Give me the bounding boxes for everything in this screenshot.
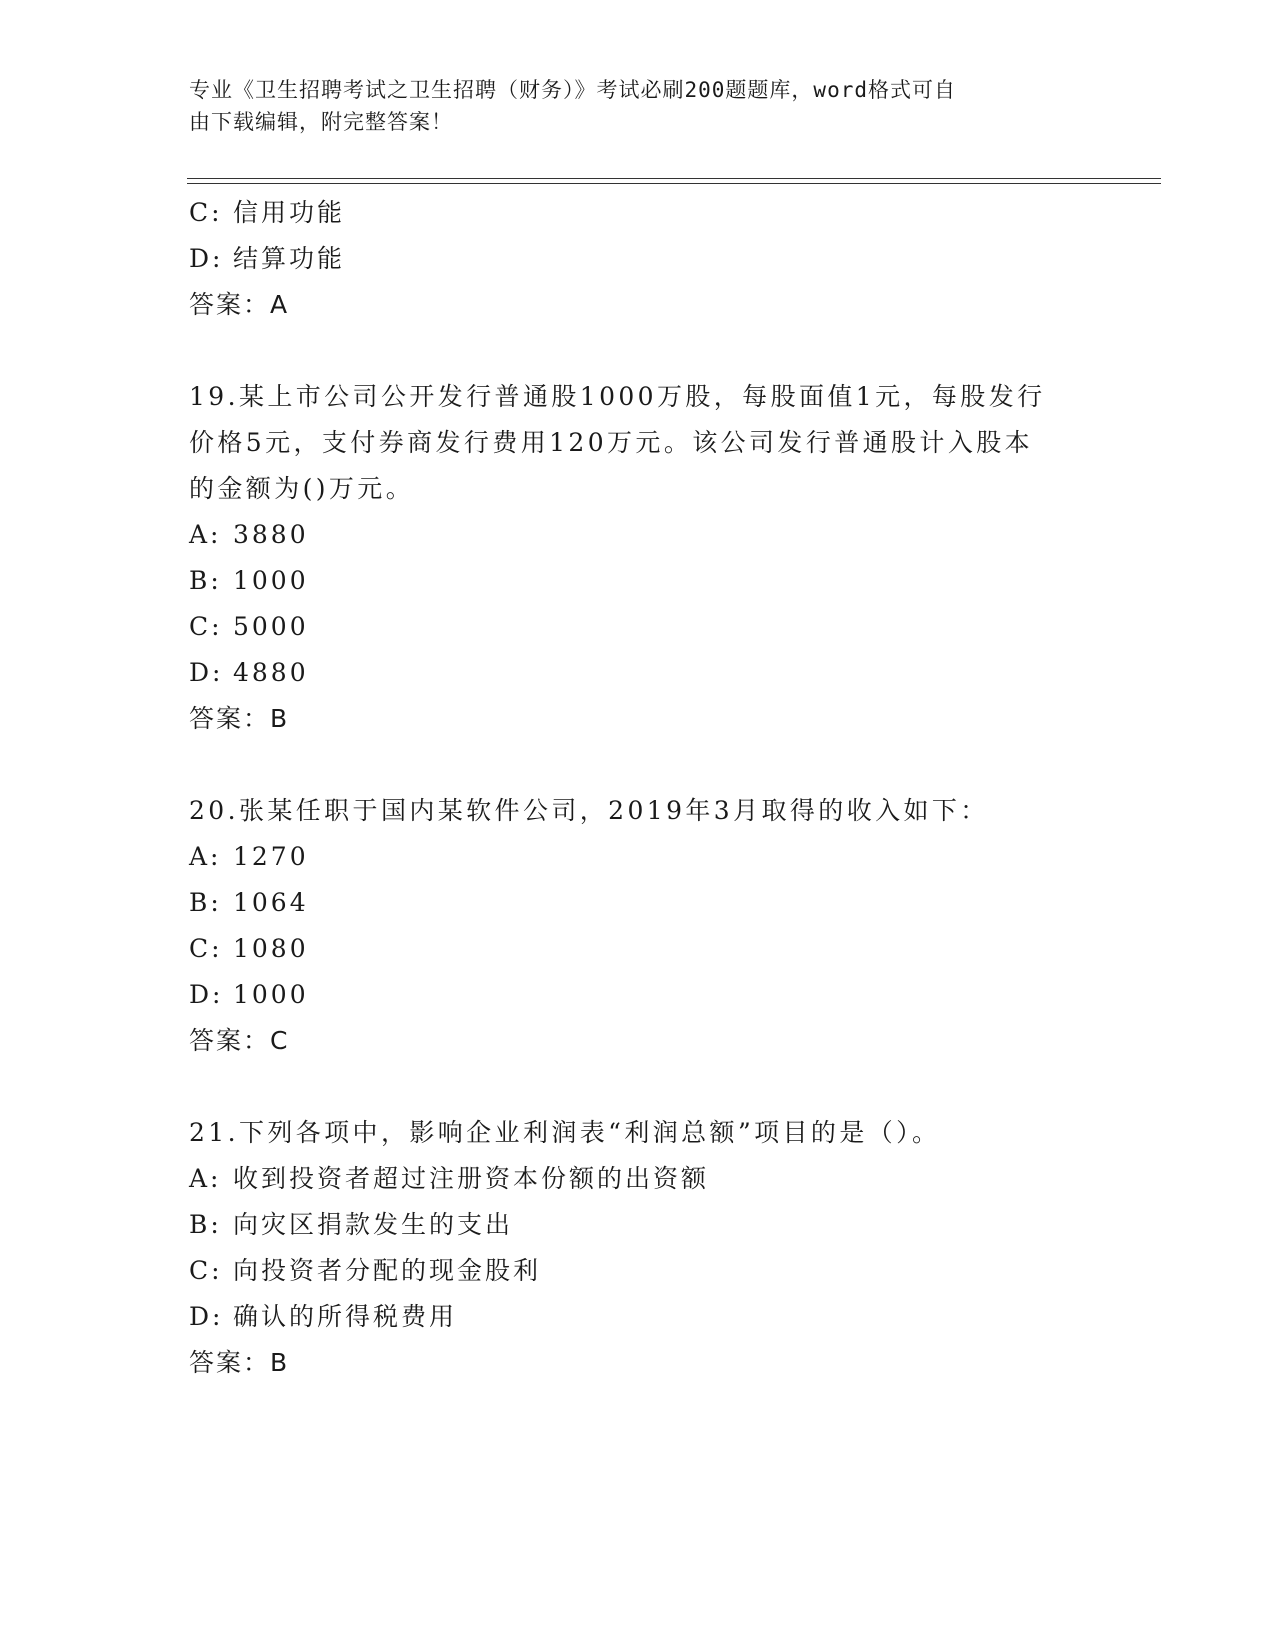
header-divider-top: [187, 178, 1161, 179]
option-label: A:: [189, 520, 222, 549]
answer-line: 答案：B: [189, 704, 290, 733]
option-d: [189, 236, 1089, 282]
option-label: C:: [189, 198, 223, 227]
option-text: 5000: [233, 612, 309, 641]
option-label: B:: [189, 888, 222, 917]
spacer: [189, 328, 1089, 374]
question-stem-line: 19.某上市公司公开发行普通股1000万股，每股面值1元，每股发行: [189, 382, 1046, 411]
continued-question: [189, 190, 1089, 328]
option-label: C:: [189, 1256, 223, 1285]
option-b: [189, 1202, 1089, 1248]
option-a: [189, 1156, 1089, 1202]
option-a: [189, 512, 1089, 558]
question-stem-line: 20.张某任职于国内某软件公司，2019年3月取得的收入如下：: [189, 796, 989, 825]
option-text: 结算功能: [233, 244, 346, 273]
option-label: D:: [189, 658, 224, 687]
option-text: 信用功能: [233, 198, 346, 227]
option-text: 收到投资者超过注册资本份额的出资额: [233, 1164, 710, 1193]
option-text: 确认的所得税费用: [233, 1302, 458, 1331]
spacer: [189, 742, 1089, 788]
option-text: 4880: [233, 658, 309, 687]
option-text: 1064: [233, 888, 309, 917]
answer-line: 答案：B: [189, 1348, 290, 1377]
option-text: 向灾区捐款发生的支出: [233, 1210, 514, 1239]
question-stem-line: 的金额为()万元。: [189, 474, 415, 503]
option-label: A:: [189, 1164, 222, 1193]
option-b: [189, 558, 1089, 604]
option-text: 1000: [233, 566, 309, 595]
answer-line: 答案：C: [189, 1026, 290, 1055]
option-d: [189, 972, 1089, 1018]
question-19: [189, 374, 1089, 742]
option-a: [189, 834, 1089, 880]
question-stem-line: 价格5元，支付券商发行费用120万元。该公司发行普通股计入股本: [189, 428, 1034, 457]
document-header: [189, 74, 1089, 138]
option-label: B:: [189, 566, 222, 595]
option-d: [189, 650, 1089, 696]
option-text: 1080: [233, 934, 309, 963]
option-text: 1270: [233, 842, 309, 871]
question-20: [189, 788, 1089, 1064]
document-body: [189, 190, 1089, 1386]
option-c: [189, 190, 1089, 236]
option-text: 向投资者分配的现金股利: [233, 1256, 542, 1285]
option-label: A:: [189, 842, 222, 871]
option-d: [189, 1294, 1089, 1340]
option-label: B:: [189, 1210, 222, 1239]
header-divider-bottom: [187, 183, 1161, 184]
question-stem-line: 21.下列各项中，影响企业利润表“利润总额”项目的是（）。: [189, 1118, 941, 1147]
question-21: [189, 1110, 1089, 1386]
option-text: 1000: [233, 980, 309, 1009]
option-c: [189, 926, 1089, 972]
header-line-1: 专业《卫生招聘考试之卫生招聘（财务）》考试必刷200题题库，word格式可自: [189, 78, 956, 102]
answer-line: 答案：A: [189, 290, 290, 319]
option-b: [189, 880, 1089, 926]
option-text: 3880: [233, 520, 309, 549]
spacer: [189, 1064, 1089, 1110]
option-label: C:: [189, 934, 223, 963]
option-label: C:: [189, 612, 223, 641]
option-label: D:: [189, 1302, 224, 1331]
option-c: [189, 1248, 1089, 1294]
option-label: D:: [189, 244, 224, 273]
option-c: [189, 604, 1089, 650]
header-line-2: 由下载编辑，附完整答案！: [189, 110, 453, 134]
option-label: D:: [189, 980, 224, 1009]
